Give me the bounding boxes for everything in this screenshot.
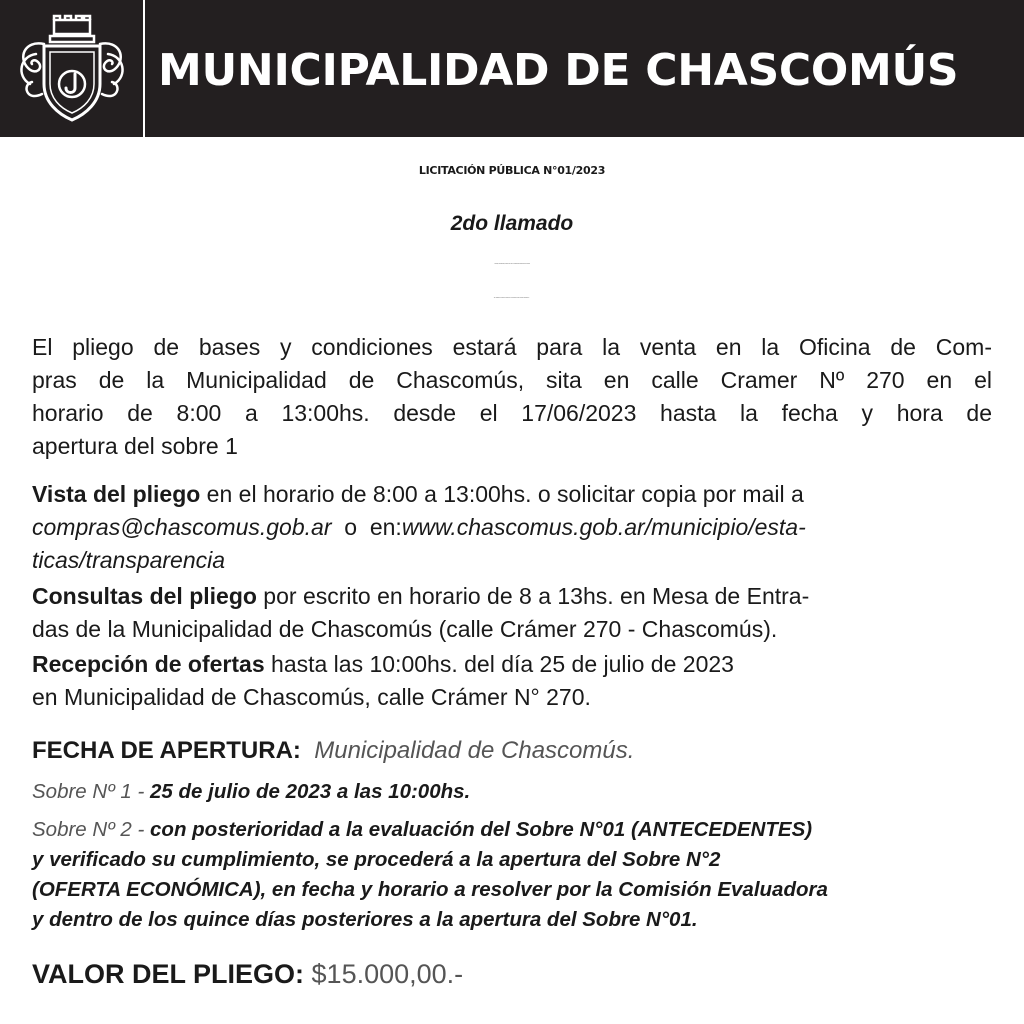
vista-line-1 (32, 478, 992, 510)
url-link-part-1[interactable]: www.chascomus.gob.ar/municipio/esta- (401, 514, 806, 540)
sobre-2-line-4: y dentro de los quince días posteriores a la apertura del Sobre N°01. (32, 908, 698, 931)
valor-amount: $15.000,00.- (304, 959, 464, 989)
recepcion-text: hasta las 10:00hs. del día 25 de julio de 2023 (264, 651, 734, 677)
recepcion-line-2: en Municipalidad de Chascomús, calle Crámer N° 270. (32, 684, 591, 710)
consultas-line-1 (32, 580, 992, 612)
recepcion-label: Recepción de ofertas (32, 651, 265, 677)
recepcion-line-1 (32, 648, 992, 680)
header-banner (0, 0, 1024, 137)
sobre-2-line-2: y verificado su cumplimiento, se procederá a la apertura del Sobre N°2 (32, 848, 721, 871)
municipal-crest-icon (14, 14, 130, 124)
fecha-apertura-label: FECHA DE APERTURA: (32, 737, 301, 764)
sobre-2-line-3: (OFERTA ECONÓMICA), en fecha y horario a resolver por la Comisión Evaluadora (32, 878, 828, 901)
header-title: MUNICIPALIDAD DE CHASCOMÚS (158, 45, 959, 96)
sobre-1 (32, 778, 1002, 806)
vista-line-2 (32, 511, 992, 543)
consultas-line-2: das de la Municipalidad de Chascomús (calle Crámer 270 - Chascomús). (32, 616, 778, 642)
consultas-label: Consultas del pliego (32, 583, 257, 609)
vista-label: Vista del pliego (32, 481, 201, 507)
url-link-part-2[interactable]: ticas/transparencia (32, 547, 226, 573)
sobre-2-label: Sobre Nº 2 - (32, 818, 151, 841)
fecha-apertura-place: Municipalidad de Chascomús. (300, 737, 635, 764)
paragraph-line-2: pras de la Municipalidad de Chascomús, sita en calle Cramer Nº 270 en el (32, 367, 992, 393)
description-line-2: de Fomento y Turismo y edificio de la vieja oficina de informes turísticos” “. (493, 298, 531, 299)
header-divider (143, 0, 145, 137)
sobre-2-text-1: con posterioridad a la evaluación del Sobre N°01 (ANTECEDENTES) (150, 818, 813, 841)
paragraph-line-4: apertura del sobre 1 (32, 433, 238, 459)
sobre-1-text: 25 de julio de 2023 a las 10:00hs. (150, 780, 471, 803)
fecha-apertura (32, 734, 634, 768)
valor-pliego (32, 954, 463, 994)
paragraph-line-1: El pliego de bases y condiciones estará para la venta en la Oficina de Com- (32, 334, 992, 360)
vista-text: en el horario de 8:00 a 13:00hs. o solicitar copia por mail a (200, 481, 804, 507)
consultas-text: por escrito en horario de 8 a 13hs. en Mesa de Entra- (256, 583, 810, 609)
description-line-1: “Diseño, construcción, puesta en valor y explotación comercial del Edificio (494, 264, 530, 265)
notice-title: LICITACIÓN PÚBLICA N°01/2023 (418, 164, 606, 177)
call-number: 2do llamado (450, 212, 574, 235)
sobre-2-line-1 (32, 816, 1002, 844)
paragraph-line-3: horario de 8:00 a 13:00hs. desde el 17/06/2023 hasta la fecha y hora de (32, 400, 992, 426)
sobre-1-label: Sobre Nº 1 - (32, 780, 151, 803)
email-link[interactable]: compras@chascomus.gob.ar (32, 514, 332, 540)
vista-connector: o en: (331, 514, 402, 540)
valor-label: VALOR DEL PLIEGO: (32, 959, 305, 989)
